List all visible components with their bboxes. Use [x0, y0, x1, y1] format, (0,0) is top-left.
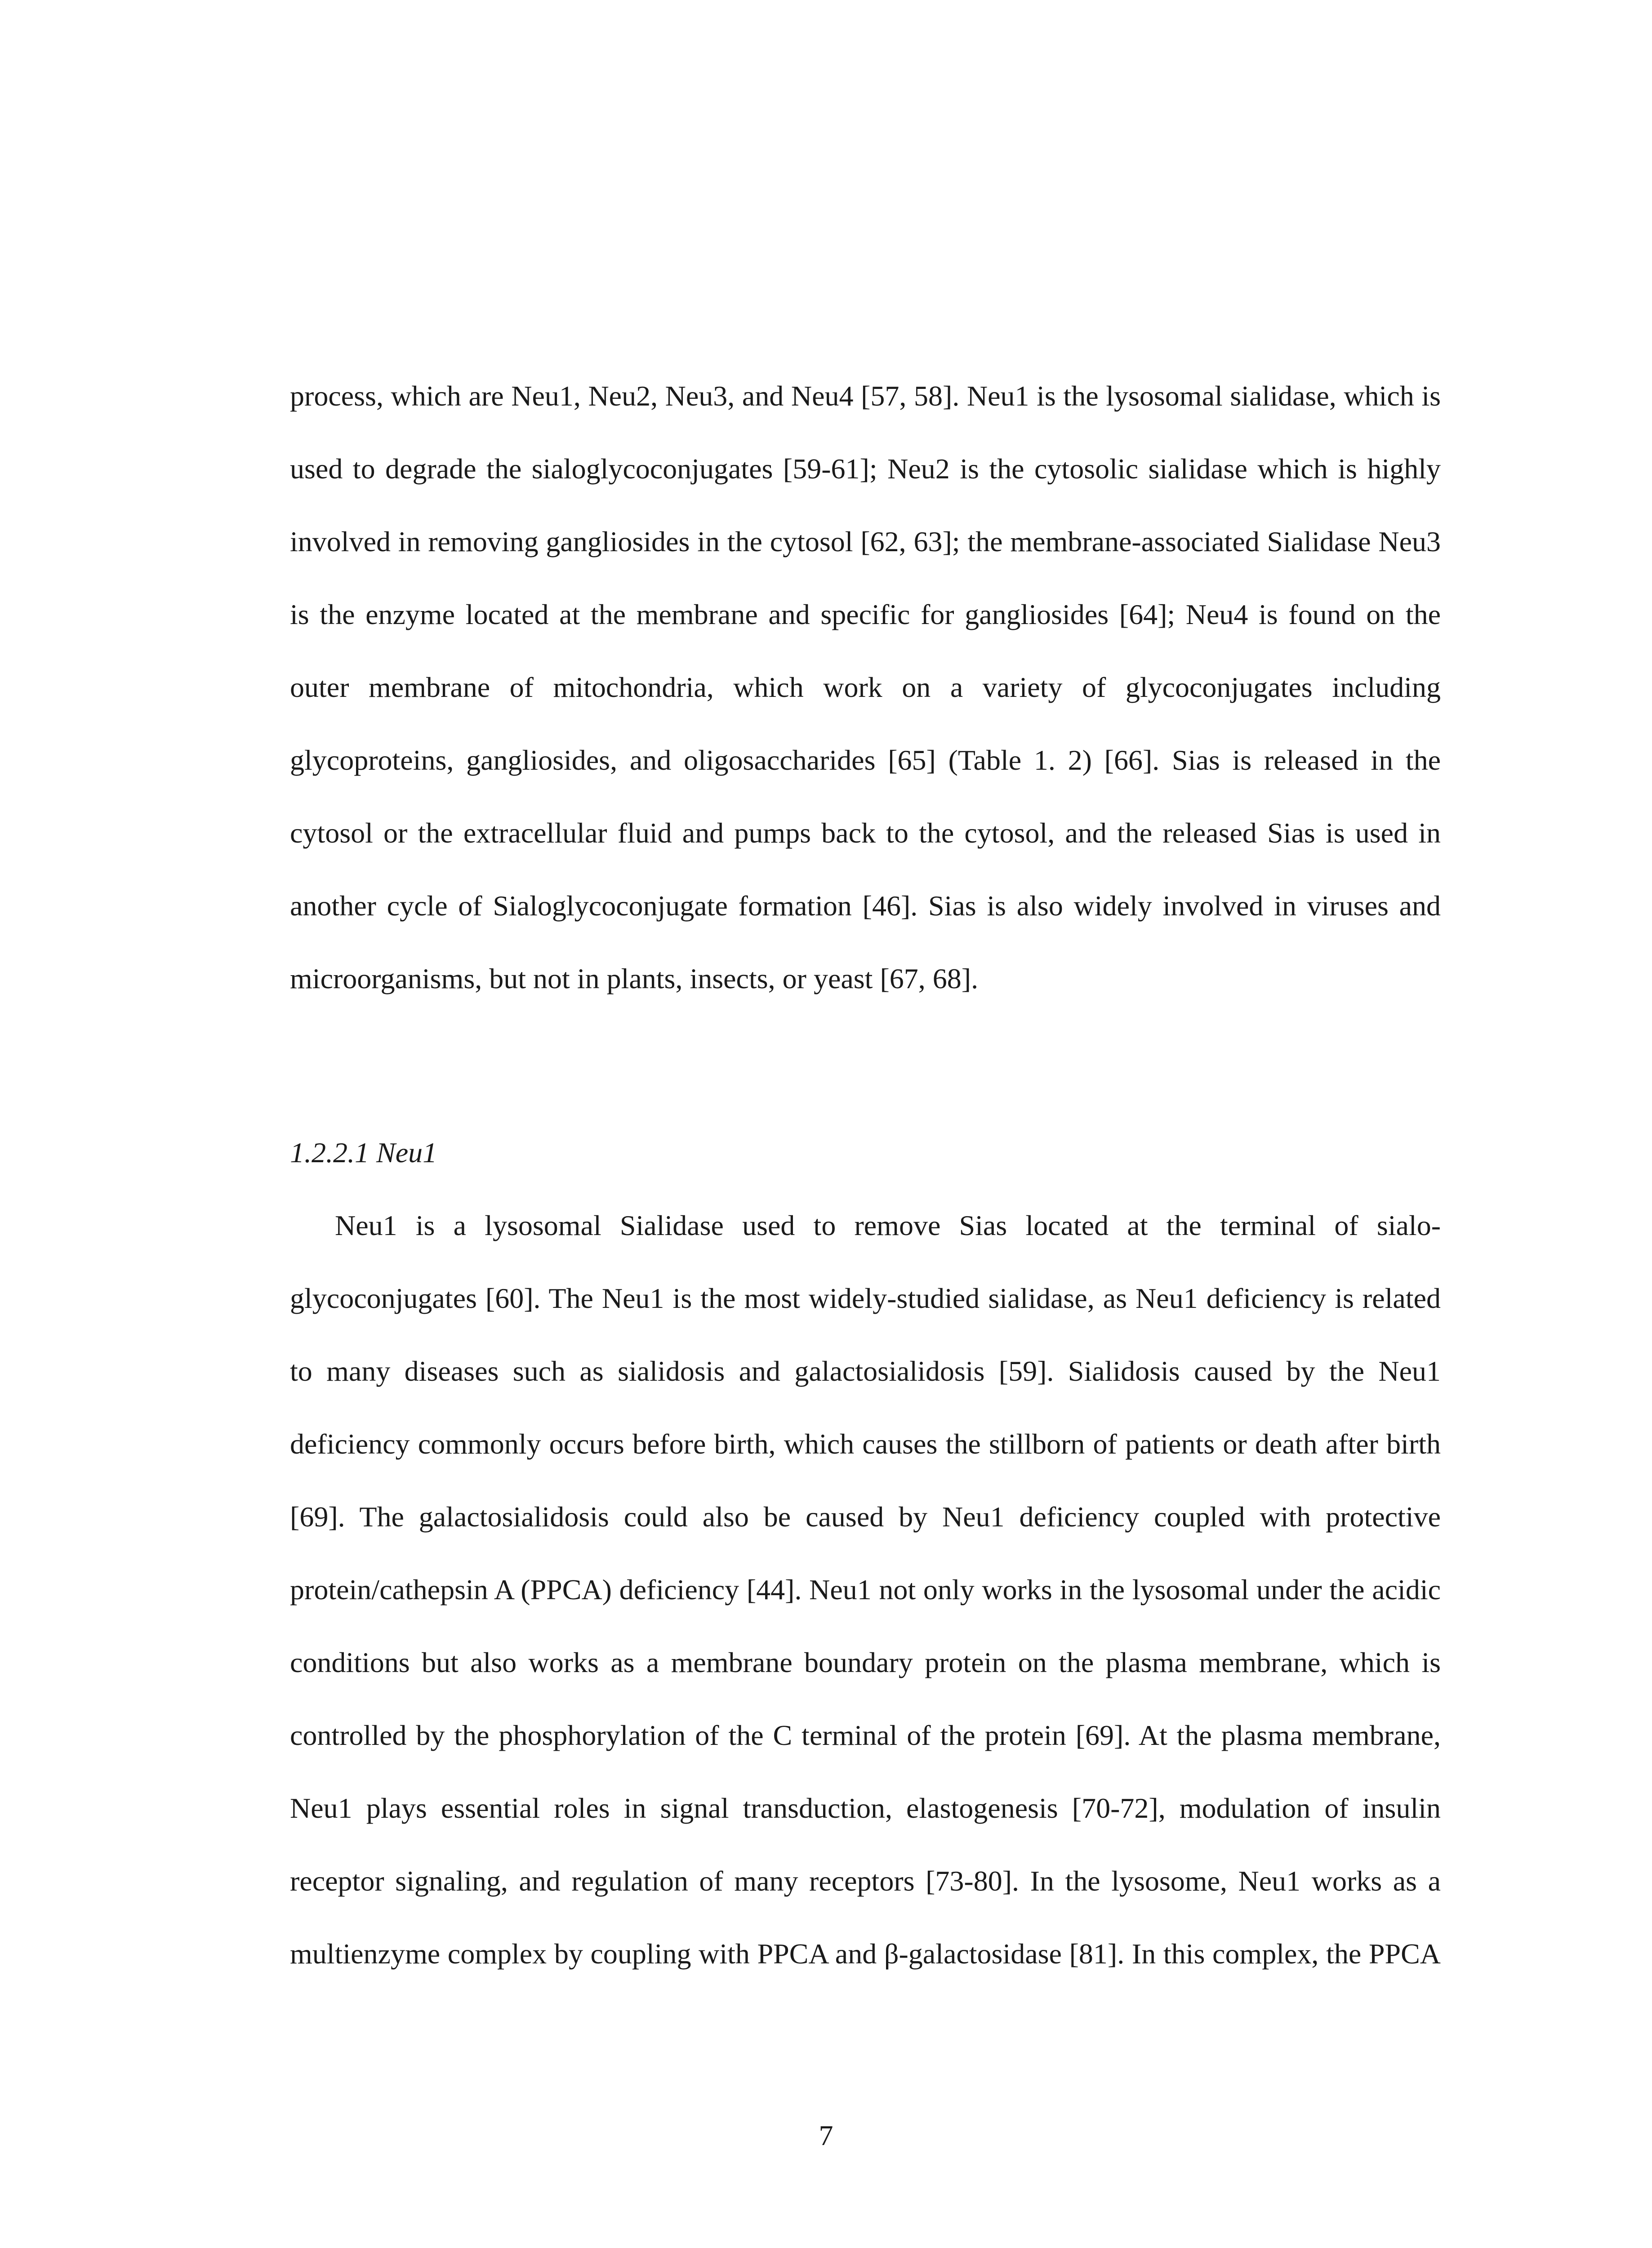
body-paragraph: process, which are Neu1, Neu2, Neu3, and Neu4 [57, 58]. Neu1 is the lysosomal sialidase, which is used to degrade the sialoglycoconjugates [59-61]; Neu2 is the cytosolic sialidase which is highly involved in removing gangliosides in the cytosol [62, 63]; the membrane-associated Sialidase Neu3 is the enzyme located at the membrane and specific for gangliosides [64]; Neu4 is found on the outer membrane of mitochondria, which work on a variety of glycoconjugates including glycoproteins, gangliosides, and oligosaccharides [65] (Table 1. 2) [66]. Sias is released in the cytosol or the extracellular fluid and pumps back to the cytosol, and the released Sias is used in another cycle of Sialoglycoconjugate formation [46]. Sias is also widely involved in viruses and microorganisms, but not in plants, insects, or yeast [67, 68]. [290, 380, 1441, 995]
body-paragraph: Neu1 is a lysosomal Sialidase used to remove Sias located at the terminal of sialo-glycoconjugates [60]. The Neu1 is the most widely-studied sialidase, as Neu1 deficiency is related to many diseases such as sialidosis and galactosialidosis [59]. Sialidosis caused by the Neu1 deficiency commonly occurs before birth, which causes the stillborn of patients or death after birth [69]. The galactosialidosis could also be caused by Neu1 deficiency coupled with protective protein/cathepsin A (PPCA) deficiency [44]. Neu1 not only works in the lysosomal under the acidic conditions but also works as a membrane boundary protein on the plasma membrane, which is controlled by the phosphorylation of the C terminal of the protein [69]. At the plasma membrane, Neu1 plays essential roles in signal transduction, elastogenesis [70-72], modulation of insulin receptor signaling, and regulation of many receptors [73-80]. In the lysosome, Neu1 works as a multienzyme complex by coupling with PPCA and β-galactosidase [81]. In this complex, the PPCA [290, 1209, 1441, 1970]
page-number: 7 [819, 2119, 833, 2151]
section-heading: 1.2.2.1 Neu1 [290, 1137, 437, 1169]
